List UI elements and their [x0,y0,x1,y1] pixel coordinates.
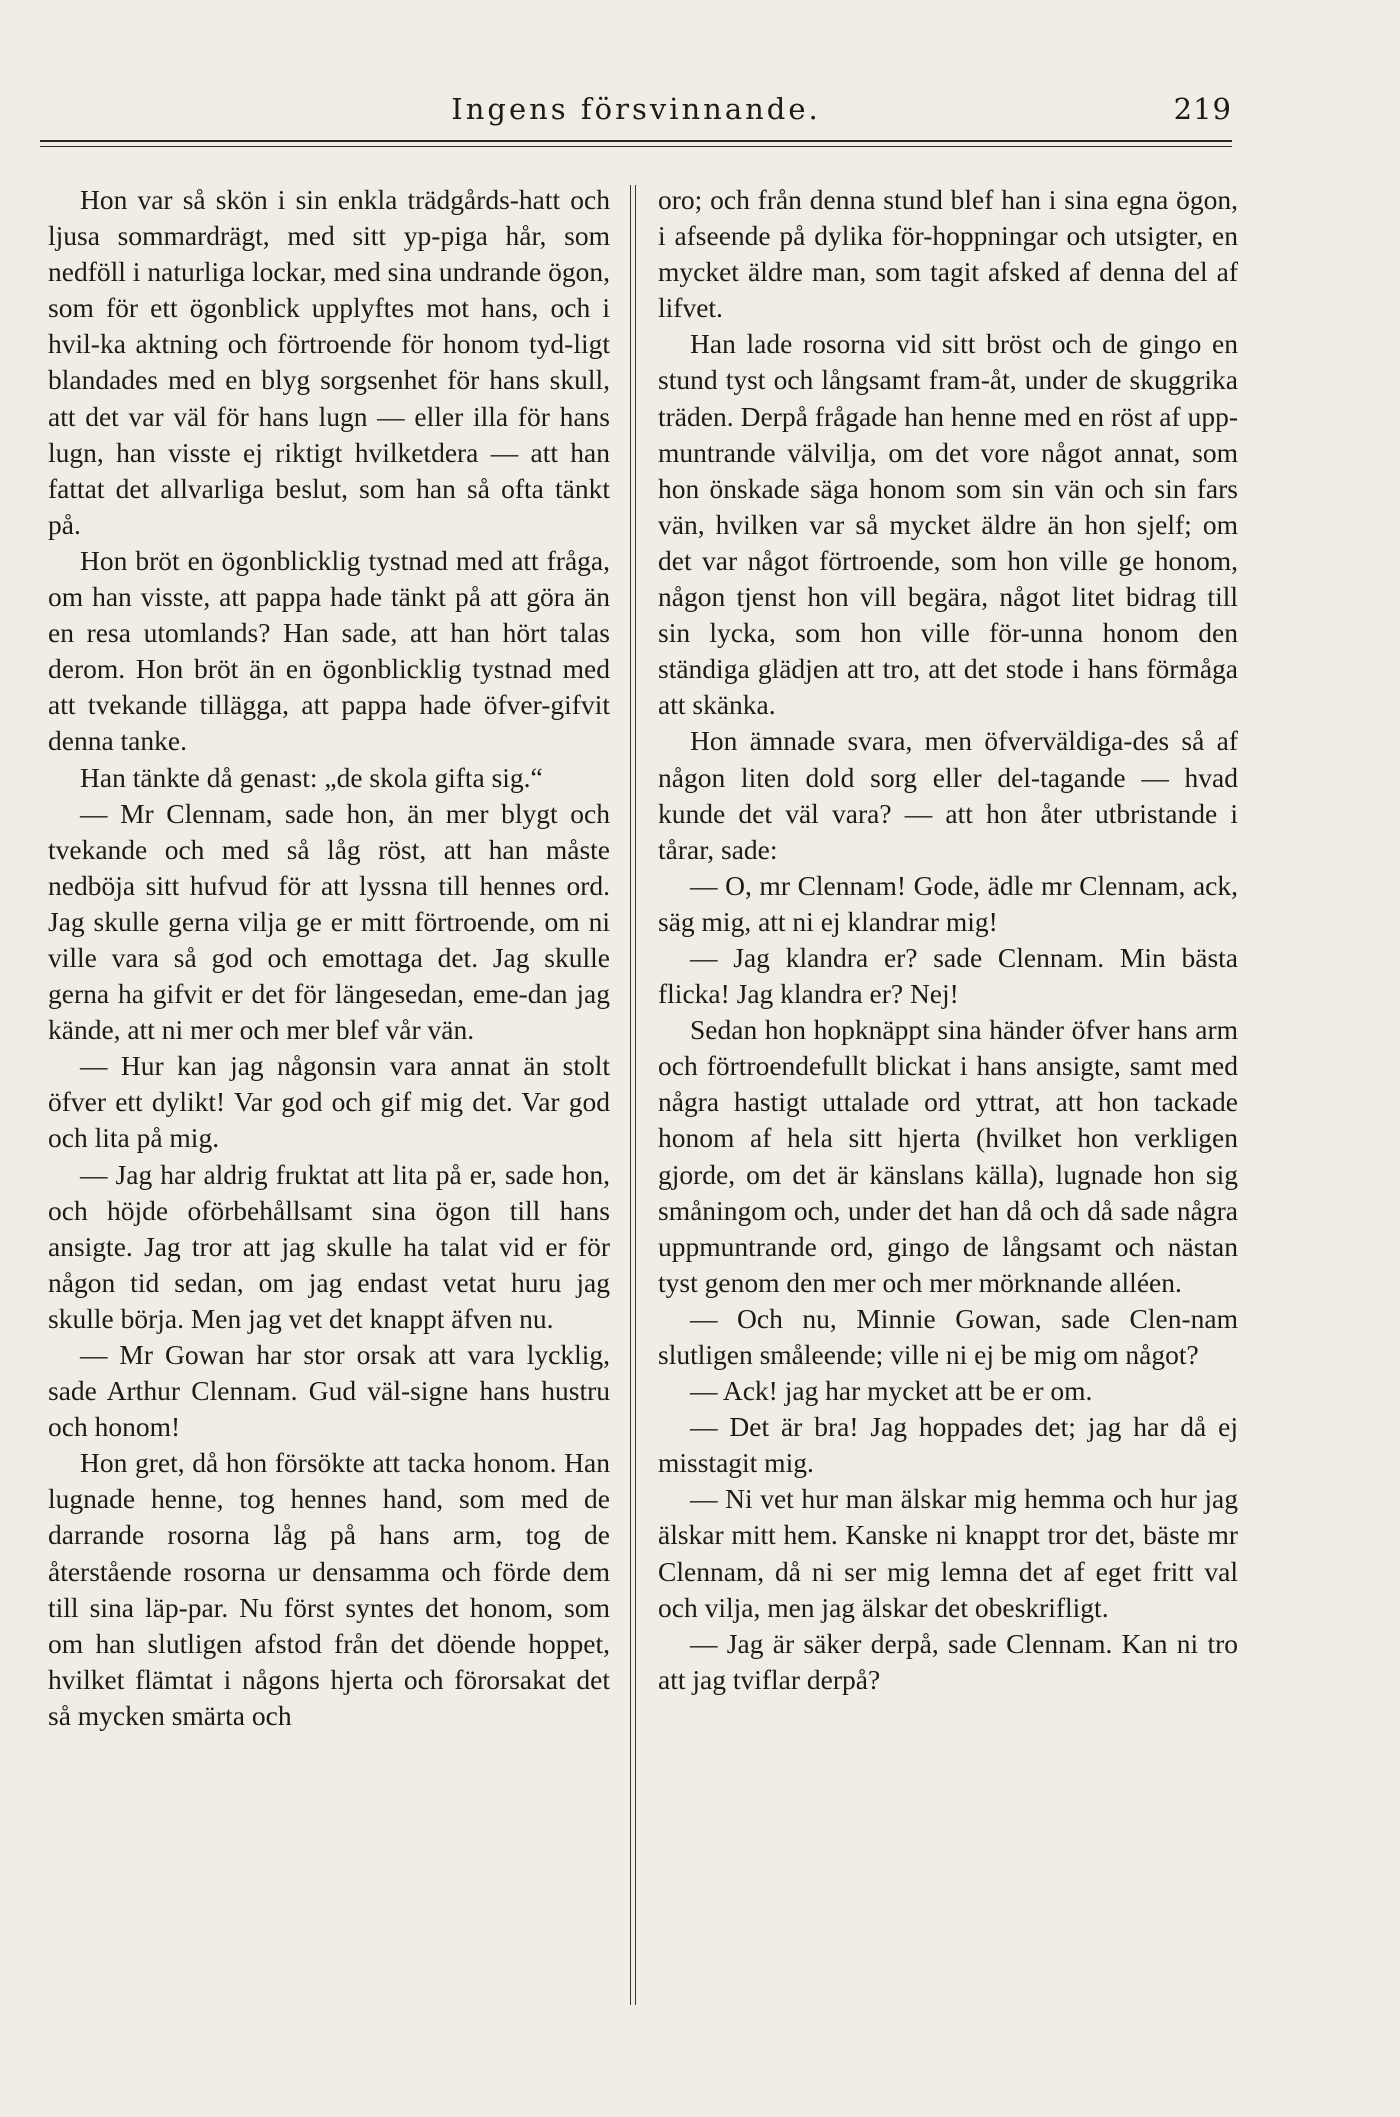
paragraph: — Hur kan jag någonsin vara annat än stolt öfver ett dylikt! Var god och gif mig det. Var god och lita på mig. [48,1050,610,1154]
paragraph: Hon ämnade svara, men öfverväldiga-des så af någon liten dold sorg eller del-tagande — hvad kunde det väl vara? — att hon åter utbristande i tårar, sade: [658,725,1238,865]
paragraph: Han tänkte då genast: „de skola gifta sig.“ [80,761,543,793]
paragraph: — Jag är säker derpå, sade Clennam. Kan ni tro att jag tviflar derpå? [658,1627,1238,1695]
paragraph-continued: oro; och från denna stund blef han i sina egna ögon, i afseende på dylika för-hoppningar och utsigter, en mycket äldre man, som tagit afsked af denna del af lifvet. [658,184,1238,324]
paragraph: — Ni vet hur man älskar mig hemma och hur jag älskar mitt hem. Kanske ni knappt tror det, bäste mr Clennam, då ni ser mig lemna det af eget fritt val och vilja, men jag älskar det obeskrifligt. [658,1483,1238,1623]
paragraph: Hon var så skön i sin enkla trädgårds-hatt och ljusa sommardrägt, med sitt yp-piga hår, som nedföll i naturliga lockar, med sina undrande ögon, som för ett ögonblick upplyftes mot hans, och i hvil-ka aktning och förtroende för honom tyd-ligt blandades med en blyg sorgsenhet för hans skull, att det var väl för hans lugn — eller illa för hans lugn, han visste ej riktigt hvilketdera — att han fattat det allvarliga beslut, som han så ofta tänkt på. [48,184,610,540]
page-number: 219 [1173,92,1232,126]
header-rule-thin [40,146,1232,147]
header-rule [40,140,1232,142]
paragraph: — Jag klandra er? sade Clennam. Min bästa flicka! Jag klandra er? Nej! [658,941,1238,1010]
paragraph: — Mr Gowan har stor orsak att vara lycklig, sade Arthur Clennam. Gud väl-signe hans hustru och honom! [48,1339,610,1443]
paragraph: — Och nu, Minnie Gowan, sade Clen-nam slutligen småleende; ville ni ej be mig om något? [658,1302,1238,1370]
paragraph: — Ack! jag har mycket att be er om. [690,1375,1093,1407]
paragraph: Hon bröt en ögonblicklig tystnad med att fråga, om han visste, att pappa hade tänkt på att göra än en resa utomlands? Han sade, att han hört talas derom. Hon bröt än en ögonblicklig tystnad med att tvekande tillägga, att pappa hade öfver-gifvit denna tanke. [48,544,610,757]
paragraph: Han lade rosorna vid sitt bröst och de gingo en stund tyst och långsamt fram-åt, under de skuggrika träden. Derpå frågade han henne med en röst af upp-muntrande välvilja, om det vore något annat, som hon önskade säga honom som sin vän och sin fars vän, hvilken var så mycket äldre än hon sjelf; om det var något förtroende, som hon ville ge honom, någon tjenst hon vill begära, något litet bidrag till sin lycka, som hon ville för-unna honom den ständiga glädjen att tro, att det stode i hans förmåga att skänka. [658,328,1238,721]
right-column [658,182,1238,2012]
paragraph: — O, mr Clennam! Gode, ädle mr Clennam, ack, säg mig, att ni ej klandrar mig! [658,869,1238,937]
paragraph: — Mr Clennam, sade hon, än mer blygt och tvekande och med så låg röst, att han måste nedböja sitt hufvud för att lyssna till hennes ord. Jag skulle gerna vilja ge er mitt förtroende, om ni ville vara så god och emottaga det. Jag skulle gerna ha gifvit er det för längesedan, eme-dan jag kände, att ni mer och mer blef vår vän. [48,797,610,1046]
paragraph: Hon gret, då hon försökte att tacka honom. Han lugnade henne, tog hennes hand, som med de darrande rosorna låg på hans arm, tog de återstående rosorna ur densamma och förde dem till sina läp-par. Nu först syntes det honom, som om han slutligen afstod från det döende hoppet, hvilket flämtat i någons hjerta och förorsakat det så mycken smärta och [48,1447,610,1731]
paragraph: — Det är bra! Jag hoppades det; jag har då ej misstagit mig. [658,1411,1238,1479]
page-header [40,88,1232,138]
column-divider [630,185,636,2005]
left-column [48,182,610,2012]
paragraph: — Jag har aldrig fruktat att lita på er, sade hon, och höjde oförbehållsamt sina ögon till hans ansigte. Jag tror att jag skulle ha talat vid er för någon tid sedan, om jag endast vetat huru jag skulle börja. Men jag vet det knappt äfven nu. [48,1158,610,1334]
running-title: Ingens försvinnande. [451,92,821,126]
paragraph: Sedan hon hopknäppt sina händer öfver hans arm och förtroendefullt blickat i hans ansigte, samt med några hastigt uttalade ord yttrat, att hon tackade honom af hela sitt hjerta (hvilket hon verkligen gjorde, om det är känslans källa), lugnade hon sig småningom och, under det han då och då sade några uppmuntrande ord, gingo de långsamt och nästan tyst genom den mer och mer mörknande alléen. [658,1014,1238,1298]
